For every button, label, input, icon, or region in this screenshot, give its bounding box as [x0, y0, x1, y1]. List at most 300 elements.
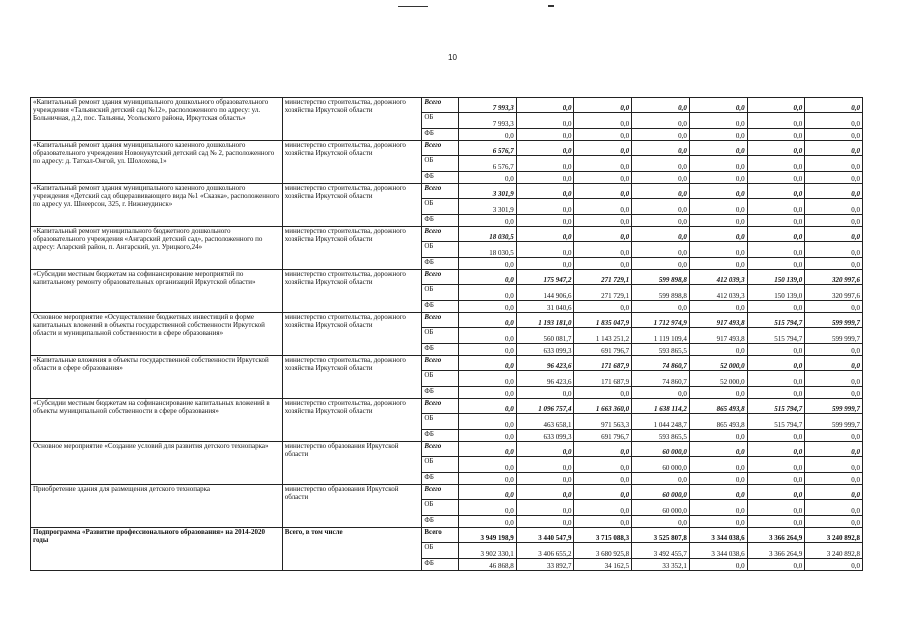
amount-cell: 0,0 — [574, 184, 632, 199]
amount-cell: 96 423,6 — [516, 371, 574, 387]
funding-source: ОБ — [422, 543, 459, 559]
funding-source: ФБ — [422, 172, 459, 184]
amount-cell: 0,0 — [516, 172, 574, 184]
amount-cell: 0,0 — [747, 156, 805, 172]
amount-cell: 971 563,3 — [574, 414, 632, 430]
amount-cell: 271 729,1 — [574, 270, 632, 285]
amount-cell: 599 898,8 — [632, 285, 690, 301]
amount-cell: 0,0 — [689, 199, 747, 215]
amount-cell: 271 729,1 — [574, 285, 632, 301]
amount-cell: 599 999,7 — [805, 328, 863, 344]
funding-source: ФБ — [422, 215, 459, 227]
amount-cell: 0,0 — [689, 215, 747, 227]
amount-cell: 1 712 974,9 — [632, 313, 690, 328]
amount-cell: 0,0 — [574, 485, 632, 500]
amount-cell: 0,0 — [632, 172, 690, 184]
amount-cell: 0,0 — [632, 227, 690, 242]
funding-source: ФБ — [422, 473, 459, 485]
amount-cell: 33 352,1 — [632, 559, 690, 571]
amount-cell: 0,0 — [574, 242, 632, 258]
amount-cell: 320 997,6 — [805, 270, 863, 285]
amount-cell: 515 794,7 — [747, 399, 805, 414]
funding-source: Всего — [422, 184, 459, 199]
amount-cell: 0,0 — [516, 141, 574, 156]
amount-cell: 515 794,7 — [747, 328, 805, 344]
funding-source: ФБ — [422, 129, 459, 141]
amount-cell: 3 366 264,9 — [747, 528, 805, 543]
amount-cell: 0,0 — [516, 473, 574, 485]
amount-cell: 0,0 — [747, 172, 805, 184]
budget-table — [30, 97, 863, 571]
amount-cell: 0,0 — [516, 156, 574, 172]
funding-source: Всего — [422, 227, 459, 242]
amount-cell: 0,0 — [689, 457, 747, 473]
amount-cell: 0,0 — [516, 485, 574, 500]
amount-cell: 0,0 — [632, 98, 690, 113]
amount-cell: 0,0 — [747, 199, 805, 215]
amount-cell: 0,0 — [459, 129, 517, 141]
amount-cell: 412 039,3 — [689, 270, 747, 285]
executor-name: Всего, в том числе — [282, 528, 422, 571]
amount-cell: 599 898,8 — [632, 270, 690, 285]
executor-name: министерство строительства, дорожного хозяйства Иркутской области — [282, 270, 422, 313]
amount-cell: 3 366 264,9 — [747, 543, 805, 559]
amount-cell: 74 860,7 — [632, 356, 690, 371]
amount-cell: 1 663 360,0 — [574, 399, 632, 414]
amount-cell: 0,0 — [689, 442, 747, 457]
funding-source: Всего — [422, 356, 459, 371]
amount-cell: 0,0 — [805, 242, 863, 258]
amount-cell: 593 865,5 — [632, 344, 690, 356]
amount-cell: 0,0 — [689, 387, 747, 399]
amount-cell: 0,0 — [459, 328, 517, 344]
amount-cell: 34 162,5 — [574, 559, 632, 571]
amount-cell: 0,0 — [805, 387, 863, 399]
amount-cell: 0,0 — [747, 559, 805, 571]
amount-cell: 0,0 — [805, 430, 863, 442]
amount-cell: 0,0 — [689, 430, 747, 442]
amount-cell: 0,0 — [574, 113, 632, 129]
amount-cell: 1 096 757,4 — [516, 399, 574, 414]
page-number: 10 — [448, 53, 457, 62]
funding-source: ФБ — [422, 516, 459, 528]
activity-name: Основное мероприятие «Осуществление бюджетных инвестиций в форме капитальных вложений в объекты государственной собственности Иркутской области и муниципальной собственности в сфере образования» — [31, 313, 283, 356]
amount-cell: 560 081,7 — [516, 328, 574, 344]
funding-source: ФБ — [422, 258, 459, 270]
amount-cell: 0,0 — [459, 356, 517, 371]
amount-cell: 0,0 — [459, 473, 517, 485]
amount-cell: 0,0 — [574, 442, 632, 457]
amount-cell: 865 493,8 — [689, 414, 747, 430]
amount-cell: 52 000,0 — [689, 371, 747, 387]
amount-cell: 0,0 — [459, 442, 517, 457]
amount-cell: 0,0 — [747, 129, 805, 141]
amount-cell: 691 796,7 — [574, 430, 632, 442]
funding-source: Всего — [422, 141, 459, 156]
amount-cell: 0,0 — [805, 129, 863, 141]
amount-cell: 0,0 — [459, 500, 517, 516]
amount-cell: 0,0 — [805, 98, 863, 113]
table-row — [31, 141, 863, 156]
amount-cell: 3 301,9 — [459, 184, 517, 199]
amount-cell: 0,0 — [747, 344, 805, 356]
amount-cell: 0,0 — [689, 184, 747, 199]
amount-cell: 0,0 — [689, 258, 747, 270]
amount-cell: 6 576,7 — [459, 156, 517, 172]
amount-cell: 593 865,5 — [632, 430, 690, 442]
amount-cell: 0,0 — [459, 313, 517, 328]
amount-cell: 0,0 — [747, 141, 805, 156]
amount-cell: 412 039,3 — [689, 285, 747, 301]
table-row — [31, 356, 863, 371]
amount-cell: 0,0 — [516, 242, 574, 258]
table-row — [31, 184, 863, 199]
funding-source: ОБ — [422, 500, 459, 516]
amount-cell: 0,0 — [747, 98, 805, 113]
funding-source: ОБ — [422, 199, 459, 215]
amount-cell: 0,0 — [689, 559, 747, 571]
amount-cell: 633 099,3 — [516, 430, 574, 442]
executor-name: министерство строительства, дорожного хозяйства Иркутской области — [282, 356, 422, 399]
amount-cell: 0,0 — [805, 500, 863, 516]
executor-name: министерство строительства, дорожного хозяйства Иркутской области — [282, 227, 422, 270]
amount-cell: 0,0 — [805, 356, 863, 371]
funding-source: ОБ — [422, 242, 459, 258]
amount-cell: 0,0 — [632, 301, 690, 313]
amount-cell: 0,0 — [459, 215, 517, 227]
amount-cell: 0,0 — [689, 172, 747, 184]
amount-cell: 0,0 — [689, 485, 747, 500]
amount-cell: 0,0 — [632, 113, 690, 129]
amount-cell: 0,0 — [632, 473, 690, 485]
funding-source: Всего — [422, 485, 459, 500]
activity-name: Подпрограмма «Развитие профессионального образования» на 2014-2020 годы — [31, 528, 283, 571]
amount-cell: 0,0 — [459, 399, 517, 414]
amount-cell: 3 240 892,8 — [805, 528, 863, 543]
amount-cell: 0,0 — [459, 371, 517, 387]
amount-cell: 1 193 181,0 — [516, 313, 574, 328]
amount-cell: 3 240 892,8 — [805, 543, 863, 559]
amount-cell: 3 680 925,8 — [574, 543, 632, 559]
funding-source: ФБ — [422, 344, 459, 356]
amount-cell: 0,0 — [689, 242, 747, 258]
funding-source: ФБ — [422, 559, 459, 571]
amount-cell: 0,0 — [516, 129, 574, 141]
amount-cell: 599 999,7 — [805, 414, 863, 430]
table-row — [31, 313, 863, 328]
amount-cell: 3 949 198,9 — [459, 528, 517, 543]
amount-cell: 60 000,0 — [632, 500, 690, 516]
amount-cell: 0,0 — [516, 500, 574, 516]
amount-cell: 0,0 — [689, 129, 747, 141]
activity-name: «Капитальный ремонт здания муниципального казенного дошкольного учреждения «Детский сад общеразвивающего вида №1 «Сказка», расположенного по адресу ул. Шнеерсон, 325, г. Нижнеудинск» — [31, 184, 283, 227]
amount-cell: 1 143 251,2 — [574, 328, 632, 344]
amount-cell: 0,0 — [805, 457, 863, 473]
amount-cell: 0,0 — [747, 258, 805, 270]
amount-cell: 0,0 — [805, 199, 863, 215]
funding-source: ОБ — [422, 285, 459, 301]
amount-cell: 0,0 — [689, 113, 747, 129]
amount-cell: 0,0 — [747, 356, 805, 371]
amount-cell: 0,0 — [689, 301, 747, 313]
amount-cell: 3 301,9 — [459, 199, 517, 215]
amount-cell: 0,0 — [805, 301, 863, 313]
amount-cell: 0,0 — [632, 387, 690, 399]
amount-cell: 31 040,6 — [516, 301, 574, 313]
activity-name: «Субсидии местным бюджетам на софинансирование мероприятий по капитальному ремонту образовательных организаций Иркутской области» — [31, 270, 283, 313]
table-row — [31, 98, 863, 113]
amount-cell: 0,0 — [574, 129, 632, 141]
funding-source: Всего — [422, 442, 459, 457]
amount-cell: 0,0 — [574, 457, 632, 473]
amount-cell: 46 868,8 — [459, 559, 517, 571]
funding-source: ОБ — [422, 371, 459, 387]
amount-cell: 0,0 — [747, 457, 805, 473]
amount-cell: 0,0 — [805, 141, 863, 156]
amount-cell: 0,0 — [747, 113, 805, 129]
amount-cell: 1 044 248,7 — [632, 414, 690, 430]
funding-source: Всего — [422, 528, 459, 543]
amount-cell: 150 139,0 — [747, 285, 805, 301]
amount-cell: 599 999,7 — [805, 313, 863, 328]
funding-source: Всего — [422, 270, 459, 285]
activity-name: «Субсидии местным бюджетам на софинансирование капитальных вложений в объекты муниципальной собственности в сфере образования» — [31, 399, 283, 442]
activity-name: Основное мероприятие «Создание условий для развития детского технопарка» — [31, 442, 283, 485]
amount-cell: 7 993,3 — [459, 98, 517, 113]
executor-name: министерство образования Иркутской области — [282, 485, 422, 528]
amount-cell: 0,0 — [459, 387, 517, 399]
amount-cell: 18 030,5 — [459, 227, 517, 242]
funding-source: ФБ — [422, 387, 459, 399]
funding-source: ОБ — [422, 414, 459, 430]
amount-cell: 0,0 — [574, 141, 632, 156]
amount-cell: 917 493,8 — [689, 328, 747, 344]
amount-cell: 0,0 — [747, 301, 805, 313]
amount-cell: 0,0 — [574, 387, 632, 399]
table-row — [31, 442, 863, 457]
amount-cell: 463 658,1 — [516, 414, 574, 430]
top-scan-mark — [398, 6, 428, 7]
amount-cell: 0,0 — [747, 442, 805, 457]
amount-cell: 0,0 — [516, 387, 574, 399]
amount-cell: 0,0 — [632, 242, 690, 258]
amount-cell: 0,0 — [747, 473, 805, 485]
amount-cell: 0,0 — [574, 199, 632, 215]
amount-cell: 0,0 — [632, 199, 690, 215]
amount-cell: 6 576,7 — [459, 141, 517, 156]
amount-cell: 0,0 — [516, 442, 574, 457]
activity-name: «Капитальные вложения в объекты государственной собственности Иркутской области в сфере образования» — [31, 356, 283, 399]
amount-cell: 144 906,6 — [516, 285, 574, 301]
amount-cell: 0,0 — [689, 516, 747, 528]
amount-cell: 0,0 — [574, 215, 632, 227]
amount-cell: 0,0 — [747, 242, 805, 258]
funding-source: ОБ — [422, 328, 459, 344]
amount-cell: 3 715 088,3 — [574, 528, 632, 543]
amount-cell: 1 119 109,4 — [632, 328, 690, 344]
amount-cell: 0,0 — [747, 500, 805, 516]
amount-cell: 0,0 — [632, 141, 690, 156]
amount-cell: 320 997,6 — [805, 285, 863, 301]
table-row — [31, 399, 863, 414]
executor-name: министерство образования Иркутской области — [282, 442, 422, 485]
amount-cell: 3 344 038,6 — [689, 528, 747, 543]
amount-cell: 0,0 — [805, 156, 863, 172]
amount-cell: 0,0 — [632, 156, 690, 172]
amount-cell: 175 947,2 — [516, 270, 574, 285]
amount-cell: 0,0 — [459, 414, 517, 430]
amount-cell: 0,0 — [805, 258, 863, 270]
amount-cell: 917 493,8 — [689, 313, 747, 328]
amount-cell: 691 796,7 — [574, 344, 632, 356]
amount-cell: 171 687,9 — [574, 371, 632, 387]
amount-cell: 150 139,0 — [747, 270, 805, 285]
amount-cell: 3 440 547,9 — [516, 528, 574, 543]
amount-cell: 0,0 — [805, 113, 863, 129]
funding-source: ОБ — [422, 156, 459, 172]
amount-cell: 0,0 — [459, 270, 517, 285]
amount-cell: 0,0 — [459, 485, 517, 500]
funding-source: ОБ — [422, 113, 459, 129]
amount-cell: 0,0 — [747, 215, 805, 227]
amount-cell: 0,0 — [805, 344, 863, 356]
amount-cell: 0,0 — [574, 500, 632, 516]
amount-cell: 0,0 — [805, 215, 863, 227]
amount-cell: 0,0 — [747, 485, 805, 500]
amount-cell: 0,0 — [516, 516, 574, 528]
amount-cell: 7 993,3 — [459, 113, 517, 129]
amount-cell: 3 344 038,6 — [689, 543, 747, 559]
amount-cell: 3 902 330,1 — [459, 543, 517, 559]
funding-source: Всего — [422, 98, 459, 113]
amount-cell: 0,0 — [516, 199, 574, 215]
amount-cell: 0,0 — [805, 442, 863, 457]
amount-cell: 0,0 — [747, 430, 805, 442]
amount-cell: 515 794,7 — [747, 414, 805, 430]
amount-cell: 0,0 — [747, 387, 805, 399]
amount-cell: 60 000,0 — [632, 457, 690, 473]
amount-cell: 0,0 — [516, 215, 574, 227]
amount-cell: 0,0 — [689, 344, 747, 356]
amount-cell: 0,0 — [574, 301, 632, 313]
executor-name: министерство строительства, дорожного хозяйства Иркутской области — [282, 399, 422, 442]
table-row — [31, 528, 863, 543]
amount-cell: 0,0 — [747, 184, 805, 199]
amount-cell: 3 406 655,2 — [516, 543, 574, 559]
table-row — [31, 485, 863, 500]
amount-cell: 0,0 — [747, 516, 805, 528]
amount-cell: 0,0 — [805, 473, 863, 485]
amount-cell: 0,0 — [689, 473, 747, 485]
top-scan-mark-small — [548, 5, 554, 7]
amount-cell: 74 860,7 — [632, 371, 690, 387]
amount-cell: 33 892,7 — [516, 559, 574, 571]
amount-cell: 0,0 — [574, 172, 632, 184]
funding-source: Всего — [422, 399, 459, 414]
amount-cell: 0,0 — [632, 215, 690, 227]
amount-cell: 599 999,7 — [805, 399, 863, 414]
amount-cell: 0,0 — [632, 258, 690, 270]
amount-cell: 0,0 — [689, 156, 747, 172]
amount-cell: 0,0 — [516, 258, 574, 270]
amount-cell: 0,0 — [459, 258, 517, 270]
activity-name: «Капитальный ремонт здания муниципального казенного дошкольного образовательного учреждения Новонукутский детский сад № 2, расположенного по адресу: д. Татхал-Онгой, ул. Шолохова,1» — [31, 141, 283, 184]
amount-cell: 0,0 — [516, 457, 574, 473]
table-row — [31, 227, 863, 242]
activity-name: «Капитальный ремонт здания муниципального дошкольного образовательного учреждения «Тальянский детский сад №12», расположенного по адресу: ул. Больничная, д.2, пос. Тальяны, Усольского района, Иркутская область» — [31, 98, 283, 141]
amount-cell: 3 525 807,8 — [632, 528, 690, 543]
executor-name: министерство строительства, дорожного хозяйства Иркутской области — [282, 184, 422, 227]
funding-source: ФБ — [422, 301, 459, 313]
executor-name: министерство строительства, дорожного хозяйства Иркутской области — [282, 141, 422, 184]
amount-cell: 0,0 — [574, 516, 632, 528]
funding-source: Всего — [422, 313, 459, 328]
amount-cell: 60 000,0 — [632, 485, 690, 500]
amount-cell: 0,0 — [805, 227, 863, 242]
table-row — [31, 270, 863, 285]
activity-name: Приобретение здания для размещения детского технопарка — [31, 485, 283, 528]
amount-cell: 18 030,5 — [459, 242, 517, 258]
amount-cell: 865 493,8 — [689, 399, 747, 414]
amount-cell: 171 687,9 — [574, 356, 632, 371]
amount-cell: 1 638 114,2 — [632, 399, 690, 414]
activity-name: «Капитальный ремонт муниципального бюджетного дошкольного образовательного учреждения «Ангарский детский сад», расположенного по адресу: Аларский район, п. Ангарский, ул. Урицкого,24» — [31, 227, 283, 270]
amount-cell: 96 423,6 — [516, 356, 574, 371]
funding-source: ФБ — [422, 430, 459, 442]
amount-cell: 0,0 — [574, 98, 632, 113]
amount-cell: 0,0 — [574, 473, 632, 485]
executor-name: министерство строительства, дорожного хозяйства Иркутской области — [282, 98, 422, 141]
amount-cell: 0,0 — [689, 227, 747, 242]
amount-cell: 0,0 — [805, 184, 863, 199]
amount-cell: 0,0 — [632, 184, 690, 199]
amount-cell: 0,0 — [574, 156, 632, 172]
amount-cell: 515 794,7 — [747, 313, 805, 328]
amount-cell: 0,0 — [516, 113, 574, 129]
amount-cell: 3 492 455,7 — [632, 543, 690, 559]
amount-cell: 0,0 — [689, 98, 747, 113]
funding-source: ОБ — [422, 457, 459, 473]
amount-cell: 0,0 — [459, 516, 517, 528]
amount-cell: 0,0 — [805, 516, 863, 528]
amount-cell: 0,0 — [689, 500, 747, 516]
amount-cell: 0,0 — [632, 129, 690, 141]
amount-cell: 52 000,0 — [689, 356, 747, 371]
amount-cell: 0,0 — [632, 516, 690, 528]
amount-cell: 0,0 — [689, 141, 747, 156]
amount-cell: 0,0 — [747, 227, 805, 242]
amount-cell: 0,0 — [805, 371, 863, 387]
amount-cell: 60 000,0 — [632, 442, 690, 457]
amount-cell: 0,0 — [459, 457, 517, 473]
amount-cell: 0,0 — [516, 227, 574, 242]
executor-name: министерство строительства, дорожного хозяйства Иркутской области — [282, 313, 422, 356]
amount-cell: 0,0 — [574, 258, 632, 270]
amount-cell: 0,0 — [516, 98, 574, 113]
amount-cell: 0,0 — [747, 371, 805, 387]
amount-cell: 0,0 — [516, 184, 574, 199]
amount-cell: 0,0 — [459, 172, 517, 184]
amount-cell: 0,0 — [805, 172, 863, 184]
amount-cell: 633 099,3 — [516, 344, 574, 356]
amount-cell: 0,0 — [805, 485, 863, 500]
amount-cell: 1 835 047,9 — [574, 313, 632, 328]
amount-cell: 0,0 — [805, 559, 863, 571]
amount-cell: 0,0 — [459, 301, 517, 313]
amount-cell: 0,0 — [459, 285, 517, 301]
amount-cell: 0,0 — [459, 430, 517, 442]
amount-cell: 0,0 — [574, 227, 632, 242]
